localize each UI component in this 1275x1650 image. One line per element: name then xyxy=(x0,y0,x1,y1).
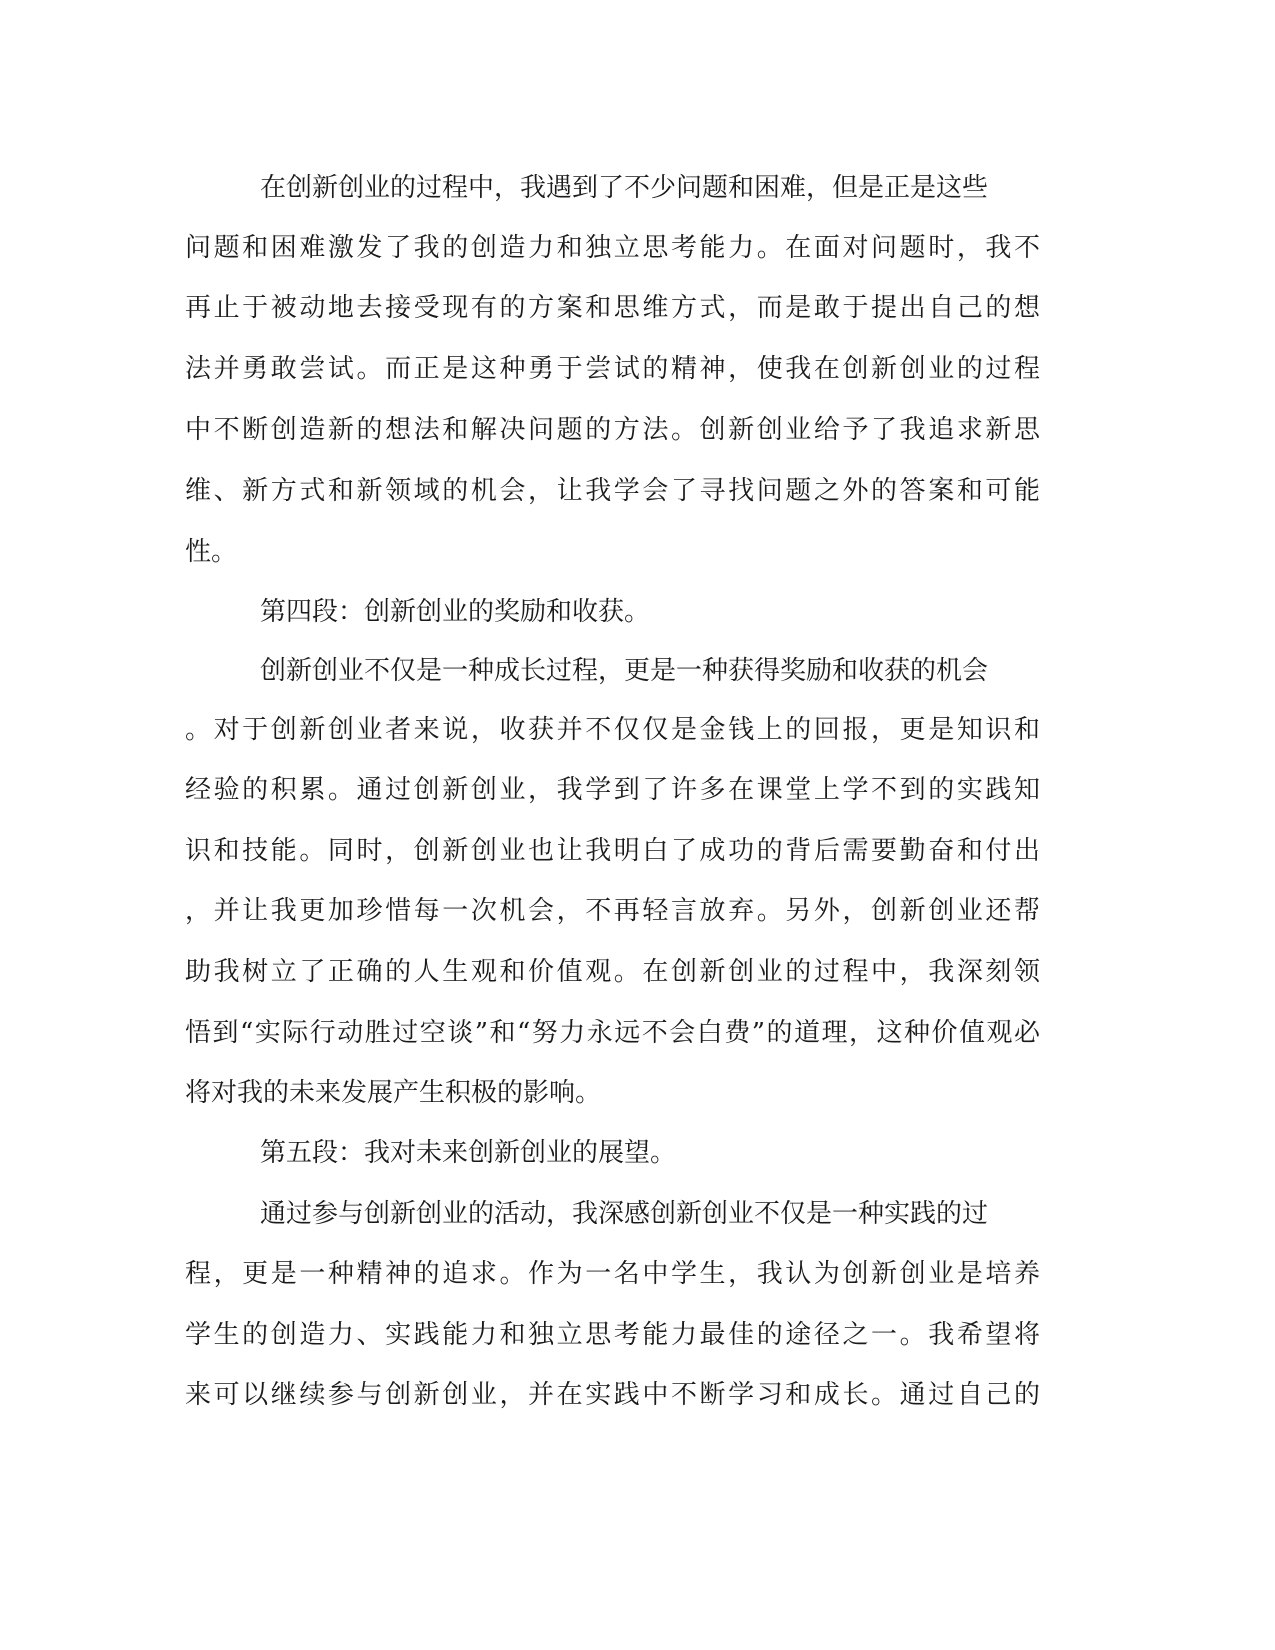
paragraph-line xyxy=(0,1375,1275,1415)
paragraph-line xyxy=(0,168,1275,208)
paragraph-text: 维、新方式和新领域的机会，让我学会了寻找问题之外的答案和可能 xyxy=(185,476,1040,506)
paragraph-text: 助我树立了正确的人生观和价值观。在创新创业的过程中，我深刻领 xyxy=(185,957,1040,987)
paragraph-line xyxy=(0,1194,1275,1234)
paragraph-line xyxy=(0,1315,1275,1355)
paragraph-text: ，并让我更加珍惜每一次机会，不再轻言放弃。另外，创新创业还帮 xyxy=(185,896,1040,926)
paragraph-text: 性。 xyxy=(185,537,238,567)
paragraph-text: 将对我的未来发展产生积极的影响。 xyxy=(185,1078,602,1108)
section-heading xyxy=(0,1133,1275,1173)
paragraph-text: 悟到“实际行动胜过空谈”和“努力永远不会白费”的道理，这种价值观必 xyxy=(185,1018,1040,1048)
paragraph-line xyxy=(0,952,1275,992)
paragraph-line xyxy=(0,288,1275,328)
paragraph-text: 问题和困难激发了我的创造力和独立思考能力。在面对问题时，我不 xyxy=(185,233,1040,263)
paragraph-text: 通过参与创新创业的活动，我深感创新创业不仅是一种实践的过 xyxy=(260,1199,989,1229)
paragraph-text: 来可以继续参与创新创业，并在实践中不断学习和成长。通过自己的 xyxy=(185,1380,1040,1410)
paragraph-line xyxy=(0,710,1275,750)
paragraph-text: 创新创业不仅是一种成长过程，更是一种获得奖励和收获的机会 xyxy=(260,656,989,686)
paragraph-line xyxy=(0,349,1275,389)
paragraph-line xyxy=(0,891,1275,931)
paragraph-line xyxy=(0,831,1275,871)
paragraph-text: 识和技能。同时，创新创业也让我明白了成功的背后需要勤奋和付出 xyxy=(185,836,1040,866)
paragraph-text: 学生的创造力、实践能力和独立思考能力最佳的途径之一。我希望将 xyxy=(185,1320,1040,1350)
section-heading-text: 第四段：创新创业的奖励和收获。 xyxy=(260,597,651,627)
paragraph-text: 再止于被动地去接受现有的方案和思维方式，而是敢于提出自己的想 xyxy=(185,293,1040,323)
paragraph-line xyxy=(0,651,1275,691)
paragraph-text: 在创新创业的过程中，我遇到了不少问题和困难，但是正是这些 xyxy=(260,173,989,203)
paragraph-text: 中不断创造新的想法和解决问题的方法。创新创业给予了我追求新思 xyxy=(185,415,1040,445)
paragraph-text: 法并勇敢尝试。而正是这种勇于尝试的精神，使我在创新创业的过程 xyxy=(185,354,1040,384)
paragraph-line xyxy=(0,532,1275,572)
paragraph-text: 程，更是一种精神的追求。作为一名中学生，我认为创新创业是培养 xyxy=(185,1259,1040,1289)
paragraph-line xyxy=(0,1013,1275,1053)
paragraph-line xyxy=(0,1254,1275,1294)
paragraph-line xyxy=(0,228,1275,268)
paragraph-line xyxy=(0,1073,1275,1113)
paragraph-text: 。对于创新创业者来说，收获并不仅仅是金钱上的回报，更是知识和 xyxy=(185,715,1040,745)
paragraph-line xyxy=(0,410,1275,450)
paragraph-line xyxy=(0,471,1275,511)
paragraph-text: 经验的积累。通过创新创业，我学到了许多在课堂上学不到的实践知 xyxy=(185,775,1040,805)
paragraph-line xyxy=(0,770,1275,810)
section-heading-text: 第五段：我对未来创新创业的展望。 xyxy=(260,1138,677,1168)
section-heading xyxy=(0,592,1275,632)
